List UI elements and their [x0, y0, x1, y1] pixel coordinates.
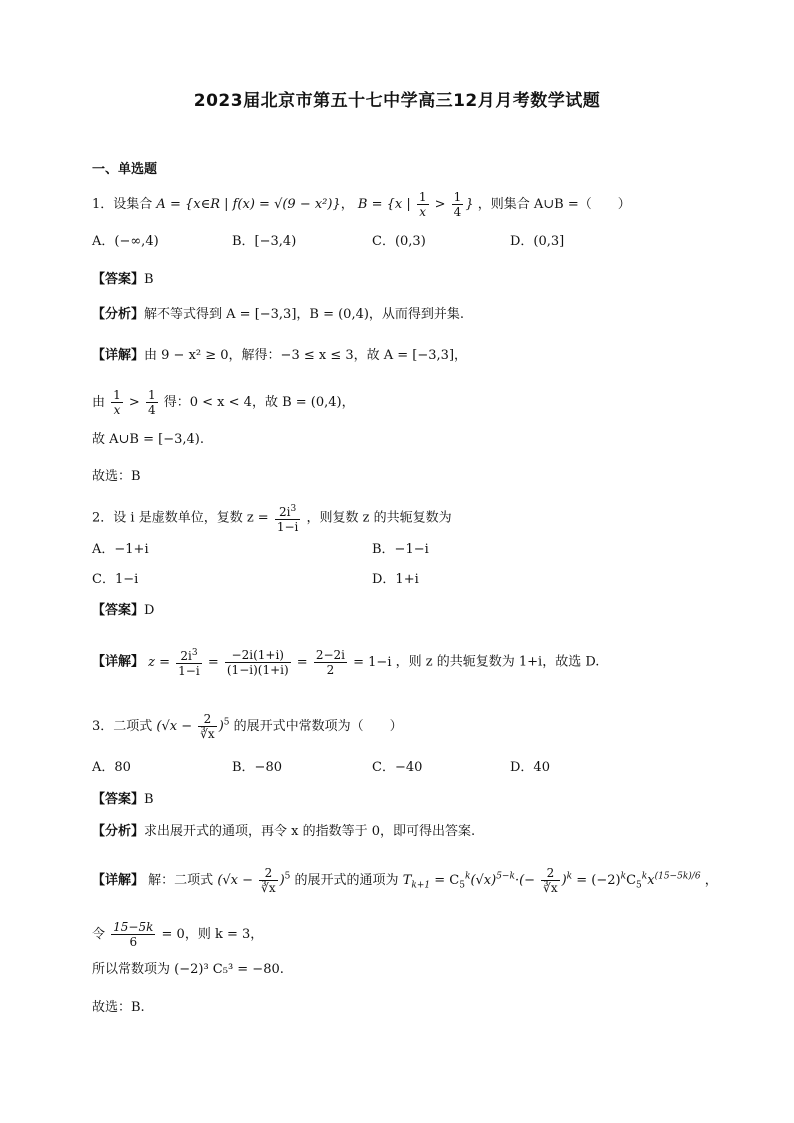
q2-detail-tag: 【详解】 — [92, 654, 145, 670]
q3-answer-value: B — [144, 792, 154, 807]
section-heading: 一、单选题 — [92, 162, 158, 177]
q3-detail-b: 的展开式的通项为 — [294, 873, 399, 888]
q3-option-c: C．−40 — [372, 760, 423, 775]
q3-detail-a: 解：二项式 — [148, 873, 214, 888]
q2-detail-equation: z = $\frac{2i^3}{1-i}$ = $\frac{-2i(1+i)}{(1-i)(1+i)}$ = $\frac{2-2i}{2}$ = 1−i — [148, 647, 392, 678]
q3-answer — [92, 790, 154, 810]
q3-let-a: 令 — [92, 927, 106, 942]
q1-stem-start: 1．设集合 — [92, 197, 153, 212]
q3-stem — [92, 712, 403, 741]
q1-detail-line-3: 故 A∪B = [−3,4). — [92, 432, 204, 447]
q1-option-b: B．[−3,4) — [232, 234, 297, 249]
q2-answer-tag: 【答案】 — [92, 603, 145, 618]
q1-option-c: C．(0,3) — [372, 234, 426, 249]
q1-detail-text-1: 由 9 − x² ≥ 0，解得：−3 ≤ x ≤ 3，故 A = [−3,3]， — [144, 348, 468, 363]
q1-set-b: B = {x | $\frac{1}{x}$ > $\frac{1}{4}$ } — [357, 190, 474, 219]
q1-detail-fraction-1: $\frac{1}{x}$ — [113, 388, 121, 417]
q2-stem-b: ，则复数 z 的共轭复数为 — [306, 510, 452, 526]
page-title: 2023届北京市第五十七中学高三12月月考数学试题 — [193, 91, 601, 111]
q1-detail-2a: 由 — [92, 395, 106, 410]
q3-option-b: B．−80 — [232, 760, 282, 775]
q1-detail-fraction-2: $\frac{1}{4}$ — [147, 388, 156, 417]
q3-result: 所以常数项为 (−2)³ C₅³ = −80. — [92, 962, 284, 977]
q1-answer-tag: 【答案】 — [92, 272, 145, 287]
q1-analysis-text: 解不等式得到 A = [−3,3]，B = (0,4)，从而得到并集. — [144, 307, 465, 322]
q2-answer — [92, 601, 154, 621]
q3-exponent-fraction: $\frac{15-5k}{6}$ — [113, 920, 154, 949]
q1-stem: 1．设集合 A = {x∈R | f(x) = √(9 − x²)}， B = {x | $\frac{1}{x}$ > $\frac{1}{4}$ } ，则集合 A∪B =（ ） — [92, 190, 631, 219]
q2-answer-value: D — [144, 603, 155, 618]
q1-set-a: A = {x∈R | f(x) = √(9 − x²)} — [156, 197, 341, 212]
q3-general-term: $T_{k+1} = C_5^k(√x)^{5-k}\cdot(-$ $\frac{2}{∛x}$ )$^k = (-2)^kC_5^kx^{(15-5k)/6}$ — [402, 866, 701, 895]
q1-choose: 故选：B — [92, 469, 141, 484]
q1-answer-value: B — [144, 272, 154, 287]
q1-detail-tag: 【详解】 — [92, 348, 145, 363]
q3-detail-c: ， — [704, 873, 718, 888]
q3-stem-a: 3．二项式 — [92, 719, 153, 734]
q3-detail-binomial: (√x − $\frac{2}{∛x}$ )$^5$ — [217, 866, 291, 895]
q1-stem-end: ，则集合 A∪B =（ ） — [477, 197, 631, 212]
q2-fraction: $\frac{2i^3}{1-i}$ — [276, 504, 299, 534]
q1-analysis-tag: 【分析】 — [92, 307, 145, 322]
q2-option-a: A．−1+i — [92, 542, 149, 557]
q3-detail — [92, 866, 718, 896]
q2-detail — [92, 646, 599, 678]
q2-detail-b: ，则 z 的共轭复数为 1+i，故选 D. — [395, 654, 600, 670]
q3-analysis-tag: 【分析】 — [92, 824, 145, 839]
q1-option-a: A．(−∞,4) — [92, 234, 159, 249]
q1-detail-2b: 得：0 < x < 4，故 B = (0,4)， — [163, 395, 355, 410]
q2-stem — [92, 502, 452, 534]
q3-binomial: (√x − $\frac{2}{∛x}$ )$^5$ — [156, 712, 230, 741]
q3-choose: 故选：B. — [92, 1000, 145, 1015]
q1-option-d: D．(0,3] — [510, 234, 565, 249]
q3-let-b: = 0，则 k = 3， — [161, 927, 264, 942]
q3-detail-tag: 【详解】 — [92, 873, 145, 888]
q2-option-b: B．−1−i — [372, 542, 429, 557]
q3-analysis-text: 求出展开式的通项，再令 x 的指数等于 0，即可得出答案. — [144, 824, 476, 839]
q1-answer — [92, 270, 154, 290]
q3-option-d: D．40 — [510, 760, 550, 775]
q2-stem-a: 2．设 i 是虚数单位，复数 z = — [92, 510, 269, 526]
q1-detail-line-1 — [92, 346, 467, 366]
q2-option-d: D．1+i — [372, 572, 419, 587]
q2-option-c: C．1−i — [92, 572, 139, 587]
q3-option-a: A．80 — [92, 760, 131, 775]
q3-stem-b: 的展开式中常数项为（ ） — [233, 719, 403, 734]
q3-answer-tag: 【答案】 — [92, 792, 145, 807]
q1-detail-line-2: 由 $\frac{1}{x}$ > $\frac{1}{4}$ 得：0 < x < 4，故 B = (0,4)， — [92, 388, 355, 417]
q1-analysis — [92, 305, 464, 325]
q3-let-line — [92, 920, 263, 949]
q3-analysis — [92, 822, 475, 842]
